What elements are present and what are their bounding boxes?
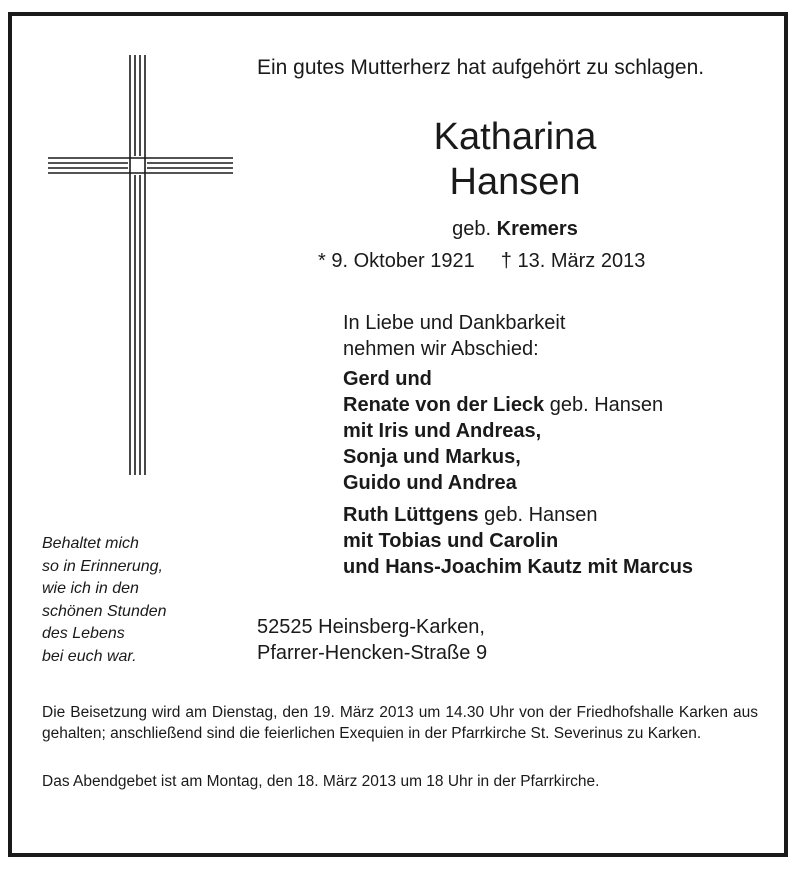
mourner-line: mit Tobias und Carolin xyxy=(343,530,559,552)
birth-date: * 9. Oktober 1921 xyxy=(318,250,475,272)
mourner-line: mit Iris und Andreas, xyxy=(343,420,542,442)
mourner-name: Ruth Lüttgens xyxy=(343,504,479,526)
life-dates xyxy=(318,250,645,273)
deceased-first-name: Katharina xyxy=(433,116,597,158)
farewell-line: In Liebe und Dankbarkeit xyxy=(343,312,566,334)
address-line: 52525 Heinsberg-Karken, xyxy=(257,616,485,638)
mourner-line: Guido und Andrea xyxy=(343,472,517,494)
maiden-name xyxy=(300,218,730,241)
intro-line: Ein gutes Mutterherz hat aufgehört zu schlagen. xyxy=(257,56,705,79)
farewell-text xyxy=(343,310,565,362)
mourner-name: Renate von der Lieck xyxy=(343,394,545,416)
mourner-line xyxy=(343,502,693,528)
quote-line: Behaltet mich xyxy=(42,535,139,552)
death-date: † 13. März 2013 xyxy=(500,250,646,272)
mourner-line: Sonja und Markus, xyxy=(343,446,521,468)
memorial-quote xyxy=(42,533,167,668)
quote-line: bei euch war. xyxy=(42,647,137,665)
mourner-suffix: geb. Hansen xyxy=(478,504,598,526)
family-address xyxy=(257,614,487,666)
deceased-last-name: Hansen xyxy=(449,161,581,203)
quote-line: des Lebens xyxy=(42,625,125,642)
farewell-line: nehmen wir Abschied: xyxy=(343,338,539,360)
quote-line: schönen Stunden xyxy=(42,602,167,620)
maiden-surname: Kremers xyxy=(496,218,578,240)
maiden-prefix: geb. xyxy=(452,218,492,240)
funeral-details: Die Beisetzung wird am Dienstag, den 19. März 2013 um 14.30 Uhr von der Friedhofshalle Karken aus gehalten; anschließend sind die feierlichen Exequien in der Pfarrkirche St. Severinus zu Karken. xyxy=(42,704,758,742)
mourners-list xyxy=(343,366,693,580)
mourner-line: Gerd und xyxy=(343,368,432,390)
cross-icon xyxy=(48,55,233,475)
mourner-line: und Hans-Joachim Kautz mit Marcus xyxy=(343,556,694,578)
mourner-suffix: geb. Hansen xyxy=(544,394,664,416)
quote-line: so in Erinnerung, xyxy=(42,557,163,575)
prayer-details: Das Abendgebet ist am Montag, den 18. März 2013 um 18 Uhr in der Pfarrkirche. xyxy=(42,773,600,790)
quote-line: wie ich in den xyxy=(42,580,139,597)
mourner-line xyxy=(343,392,693,418)
address-line: Pfarrer-Hencken-Straße 9 xyxy=(257,642,488,664)
